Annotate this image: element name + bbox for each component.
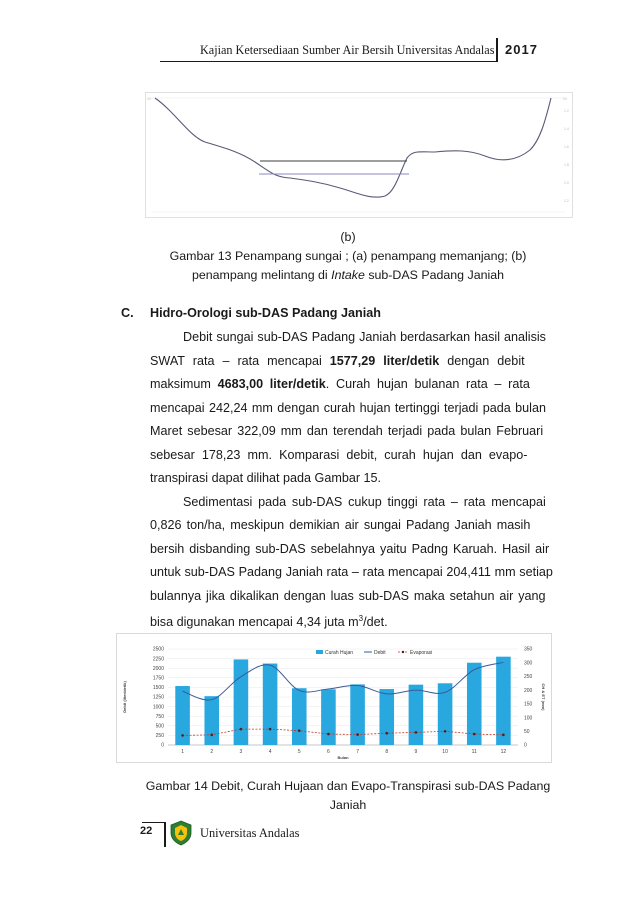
header-divider (496, 38, 498, 62)
y-tick-label: 2000 (152, 665, 164, 672)
y-tick-label: 1750 (152, 675, 164, 682)
caption-13-italic: Intake (331, 268, 365, 282)
rainfall-bar (409, 685, 424, 745)
para1-line1: Debit sungai sub-DAS Padang Janiah berdasarkan hasil analisis (183, 330, 546, 344)
rainfall-bar (204, 696, 219, 745)
rainfall-bar (467, 663, 482, 745)
y-right-tick-label: 250 (524, 674, 533, 681)
svg-text:1.2: 1.2 (564, 109, 569, 113)
legend-marker-evap (402, 651, 404, 653)
evaporation-point (327, 733, 330, 736)
para2-line4: untuk sub-DAS Padang Janiah rata – rata mencapai 204,411 mm setiap (150, 565, 553, 579)
svg-text:1.6: 1.6 (564, 145, 569, 149)
legend-label-rain: Curah Hujan (325, 649, 354, 656)
section-title: Hidro-Orologi sub-DAS Padang Janiah (150, 306, 381, 320)
x-tick-label: 3 (239, 749, 243, 755)
evaporation-point (298, 729, 301, 732)
cross-section-figure (145, 92, 573, 218)
svg-text:2.2: 2.2 (564, 199, 569, 203)
para1-line3: maksimum 4683,00 liter/detik. Curah hujan bulanan rata – rata (150, 377, 530, 391)
y-right-tick-label: 100 (524, 715, 533, 722)
para2-line5: bulannya jika dikalikan dengan luas sub-DAS maka setahun air yang (150, 589, 546, 603)
y-right-tick-label: 200 (524, 687, 533, 694)
header-rule (160, 61, 498, 62)
caption-14-line2: Janiah (329, 798, 367, 812)
y-tick-label: 250 (155, 733, 164, 740)
y-right-tick-label: 0 (524, 742, 527, 749)
caption-13-line2 (130, 266, 566, 285)
x-axis-label: Bulan (337, 755, 349, 760)
evaporation-point (444, 730, 447, 733)
y-right-tick-label: 50 (524, 728, 530, 735)
y-tick-label: 750 (155, 713, 164, 720)
x-tick-label: 10 (442, 749, 448, 755)
caption-14-line1: Gambar 14 Debit, Curah Hujaan dan Evapo-Transpirasi sub-DAS Padang (145, 779, 551, 793)
caption-13-line2-post: sub-DAS Padang Janiah (364, 268, 505, 282)
rainfall-bar (379, 689, 394, 745)
y-right-tick-label: 350 (524, 646, 533, 653)
rainfall-bar (350, 684, 365, 745)
y-tick-label: 0 (161, 742, 164, 749)
rainfall-bar (292, 688, 307, 745)
rainfall-bar (496, 657, 511, 745)
evaporation-point (415, 731, 418, 734)
svg-text:1.4: 1.4 (564, 127, 569, 131)
para1-line7: transpirasi dapat dilihat pada Gambar 15. (150, 471, 382, 485)
university-logo (168, 820, 194, 846)
evaporation-point (356, 733, 359, 736)
y-axis-label: Debit (liter/detik) (122, 681, 127, 713)
figure-b-sublabel: (b) (340, 230, 356, 244)
para1-line6: sebesar 178,23 mm. Komparasi debit, curah hujan dan evapo- (150, 448, 528, 462)
svg-text:00: 00 (563, 97, 567, 101)
evaporation-point (473, 733, 476, 736)
discharge-rainfall-chart (116, 633, 552, 763)
para2-line1: Sedimentasi pada sub-DAS cukup tinggi rata – rata mencapai (183, 495, 546, 509)
x-tick-label: 8 (385, 749, 389, 755)
caption-13-line2-pre: penampang melintang di (191, 268, 332, 282)
para2-line3: bersih disbanding sub-DAS sebelahnya yaitu Padng Karuah. Hasil air (150, 542, 550, 556)
y-right-axis-label: CH & ET (mm) (541, 683, 546, 711)
para1-line5: Maret sebesar 322,09 mm dan terendah terjadi pada bulan Februari (150, 424, 544, 438)
x-tick-label: 12 (500, 749, 507, 755)
y-right-tick-label: 150 (524, 701, 533, 708)
y-tick-label: 1500 (152, 685, 164, 692)
x-tick-label: 6 (327, 749, 330, 755)
svg-text:2.0: 2.0 (564, 181, 569, 185)
para1-line2: SWAT rata – rata mencapai 1577,29 liter/detik dengan debit (150, 354, 525, 368)
rainfall-bar (263, 664, 278, 745)
header-title: Kajian Ketersediaan Sumber Air Bersih Universitas Andalas (200, 43, 495, 57)
para1-line4: mencapai 242,24 mm dengan curah hujan tertinggi terjadi pada bulan (150, 401, 546, 415)
footer-text: Universitas Andalas (200, 826, 300, 840)
evaporation-point (269, 728, 272, 731)
caption-13-line1: Gambar 13 Penampang sungai ; (a) penampang memanjang; (b) (169, 249, 527, 263)
para2-line6: bisa digunakan mencapai 4,34 juta $m^3/\det$. (150, 614, 388, 630)
legend-label-evap: Evaporasi (410, 649, 433, 656)
legend-swatch-rain (316, 650, 323, 654)
x-tick-label: 4 (268, 749, 272, 755)
cross-section-frame (146, 93, 573, 218)
para2-line2: 0,826 ton/ha, meskipun demikian air sungai Padang Janiah masih (150, 518, 531, 532)
y-right-tick-label: 300 (524, 660, 533, 667)
x-tick-label: 11 (471, 749, 477, 755)
y-tick-label: 500 (155, 723, 164, 730)
y-tick-label: 1000 (152, 704, 164, 711)
section-letter: C. (121, 306, 134, 320)
header-year: 2017 (505, 42, 538, 57)
svg-text:00: 00 (147, 97, 151, 101)
y-tick-label: 1250 (152, 694, 164, 701)
x-tick-label: 7 (356, 749, 359, 755)
footer-page-number: 22 (140, 825, 153, 837)
legend-label-debit: Debit (374, 649, 386, 656)
evaporation-point (210, 734, 213, 737)
x-tick-label: 2 (210, 749, 214, 755)
svg-text:1.8: 1.8 (564, 163, 569, 167)
rainfall-bar (321, 689, 336, 745)
caption-14 (120, 777, 576, 815)
evaporation-point (385, 732, 388, 735)
evaporation-point (181, 734, 184, 737)
y-tick-label: 2250 (152, 656, 164, 663)
x-tick-label: 5 (297, 749, 301, 755)
x-tick-label: 1 (181, 749, 184, 755)
rainfall-bar (234, 659, 249, 745)
y-tick-label: 2500 (152, 646, 164, 653)
evaporation-point (502, 734, 505, 737)
evaporation-point (240, 728, 243, 731)
x-tick-label: 9 (414, 749, 418, 755)
caption-13 (130, 247, 566, 285)
